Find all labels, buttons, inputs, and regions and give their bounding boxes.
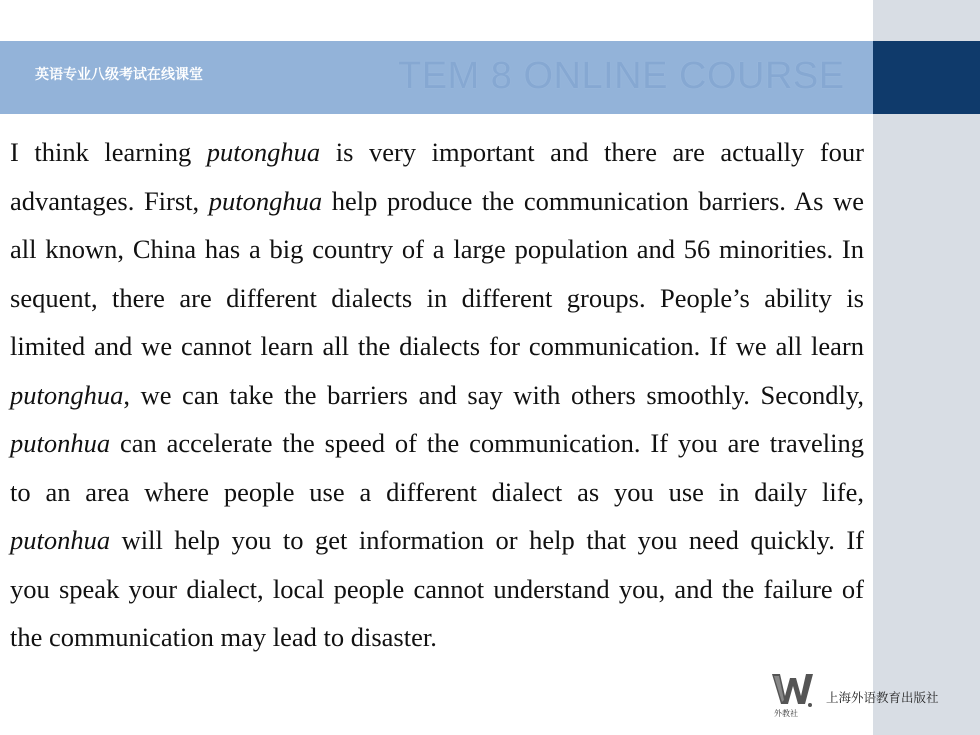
passage-segment: help produce the communication barriers. As we	[322, 185, 864, 216]
passage-line	[10, 516, 864, 565]
passage-line	[10, 322, 864, 371]
header-accent-block	[873, 41, 980, 114]
passage-line	[10, 565, 864, 614]
passage-line	[10, 128, 864, 177]
passage-segment: all known, China has a big country of a large population and 56 minorities. In	[10, 234, 864, 264]
passage-line	[10, 613, 864, 662]
passage-italic-term: putonghua	[206, 137, 321, 167]
passage-segment: advantages. First,	[10, 185, 209, 216]
passage-segment: I think learning	[10, 137, 207, 167]
passage-segment: to an area where people use a different dialect as you use in daily life,	[10, 476, 864, 507]
passage-segment: sequent, there are different dialects in different groups. People’s ability is	[10, 282, 864, 313]
passage-line	[10, 419, 864, 468]
passage-segment: limited and we cannot learn all the dialects for communication. If we all learn	[10, 331, 864, 361]
passage-line	[10, 468, 864, 517]
passage-segment: is very important and there are actually four	[320, 137, 864, 167]
passage-segment: you speak your dialect, local people cannot understand you, and the failure of	[10, 573, 864, 604]
course-title-chinese: 英语专业八级考试在线课堂	[35, 67, 203, 83]
passage-italic-term: putonhua	[10, 428, 111, 458]
publisher-logo-icon	[770, 670, 814, 718]
passage-segment: the communication may lead to disaster.	[10, 622, 437, 652]
passage-segment: , we can take the barriers and say with others smoothly. Secondly,	[123, 379, 864, 410]
passage-text	[10, 128, 864, 662]
passage-italic-term: putonghua	[208, 185, 323, 216]
passage-italic-term: putonhua	[10, 525, 111, 555]
course-title-english: TEM 8 ONLINE COURSE	[398, 55, 845, 97]
passage-segment: can accelerate the speed of the communication. If you are traveling	[110, 428, 864, 458]
logo-caption: 外教社	[774, 709, 798, 718]
passage-line	[10, 177, 864, 226]
publisher-name: 上海外语教育出版社	[826, 690, 939, 705]
passage-italic-term: putonghua	[10, 379, 124, 410]
passage-segment: will help you to get information or help that you need quickly. If	[110, 525, 864, 555]
passage-line	[10, 371, 864, 420]
passage-line	[10, 274, 864, 323]
passage-line	[10, 225, 864, 274]
